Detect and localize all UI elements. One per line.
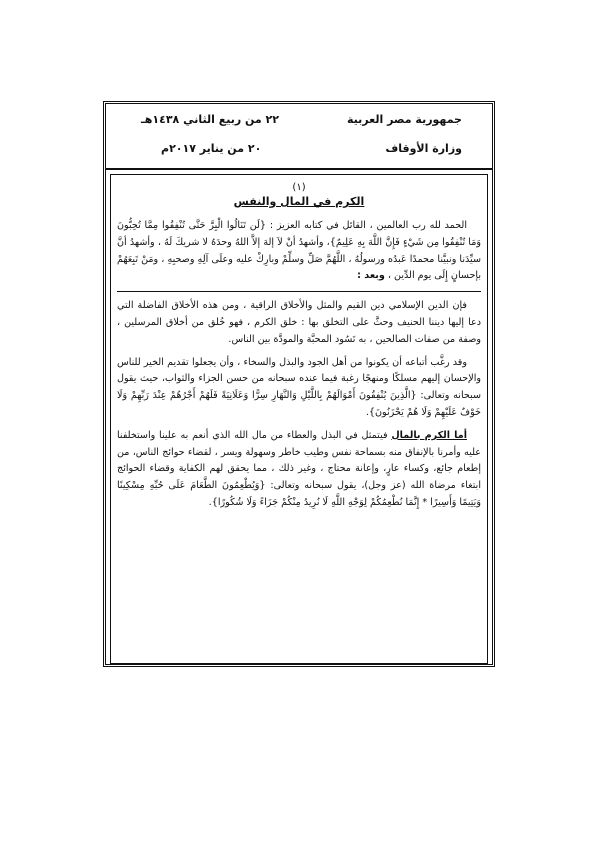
intro-paragraph — [117, 218, 481, 285]
paragraph-3-lead: أما الكرم بالمال — [391, 429, 467, 441]
intro-text: الحمد لله رب العالمين ، القائل في كتابه العزيز : {لَن تَنَالُوا الْبِرَّ حَتَّى تُنْفِقُوا مِمَّا تُحِبُّونَ وَمَا تُنْفِقُوا مِن شَيْءٍ فَإِنَّ اللَّهَ بِهِ عَلِيمٌ}، وأشهدُ أنْ لاَ إلهَ إلاَّ اللهُ وحدَهُ لا شريكَ لَهُ ، وأشهدُ أنَّ سيِّدَنا ونبيَّنا محمدًا عَبدُه ورسولُهُ ، اللَّهُمَّ صَلِّ وسلِّمْ وبارِكْ عليه وعلَى آلِهِ وصحبِهِ ، ومَنْ تَبِعَهُمْ بإحسانٍ إِلَى يوم الدِّين ، — [117, 220, 481, 282]
page-frame — [103, 101, 495, 667]
header — [106, 104, 492, 170]
paragraph-3-text: فيتمثل في البذل والعطاء من مال الله الذي أنعم به علينا واستخلفنا عليه وأمرنا بالإنفاق منه بسماحة نفس وطيب خاطر وسهولة ويسر ، لقضاء حوائج الناس، من إطعام جائع، وكساء عارٍ، وإعانة محتاج ، وغير ذلك ، مما يحقق لهم الكفاية وقضاء الحوائج ابتغاء مرضاة الله (عز وجل)، يقول سبحانه وتعالى: {وَيُطْعِمُونَ الطَّعَامَ عَلَى حُبِّهِ مِسْكِينًا وَيَتِيمًا وَأَسِيرًا * إِنَّمَا نُطْعِمُكُمْ لِوَجْهِ اللَّهِ لَا نُرِيدُ مِنْكُمْ جَزَاءً وَلَا شُكُورًا}. — [117, 429, 481, 508]
sermon-title: الكرم في المال والنفس — [233, 195, 365, 208]
hijri-date: ٢٢ من ربيع الثاني ١٤٣٨هـ — [141, 113, 279, 126]
section-divider — [117, 291, 481, 292]
sermon-number: (١) — [292, 182, 306, 193]
republic-name: جمهورية مصر العربية — [347, 113, 462, 126]
sermon-box — [110, 174, 488, 664]
paragraph-3 — [117, 428, 481, 512]
paragraph-2: وقد رغَّب أتباعه أن يكونوا من أهل الجود والبذل والسخاء ، وأن يجعلوا تقديم الخير للناس والإحسان إليهم مسلكًا ومنهجًا رغبة فيما عنده سبحانه من حسن الجزاء والثواب، حيث يقول سبحانه وتعالى: {الَّذِينَ يُنْفِقُونَ أَمْوَالَهُمْ بِاللَّيْلِ وَالنَّهَارِ سِرًّا وَعَلَانِيَةً فَلَهُمْ أَجْرُهُمْ عِنْدَ رَبِّهِمْ وَلَا خَوْفٌ عَلَيْهِمْ وَلَا هُمْ يَحْزَنُونَ}. — [117, 356, 481, 418]
ministry-name: وزارة الأوقاف — [385, 142, 462, 155]
gregorian-date: ٢٠ من يناير ٢٠١٧م — [161, 142, 262, 155]
sermon-content — [117, 181, 481, 518]
paragraph-1: فإن الدين الإسلامي دين القيم والمثل والأخلاق الراقية ، ومن هذه الأخلاق الفاضلة التي دعا إليها ديننا الحنيف وحثَّ على التخلق بها : خلق الكرم ، فهو خُلق من أخلاق المرسلين ، وصفة من صفات الصالحين ، به تَسُود المحبَّة والمودَّة بين الناس. — [117, 300, 481, 345]
intro-end: وبعد : — [357, 270, 385, 282]
